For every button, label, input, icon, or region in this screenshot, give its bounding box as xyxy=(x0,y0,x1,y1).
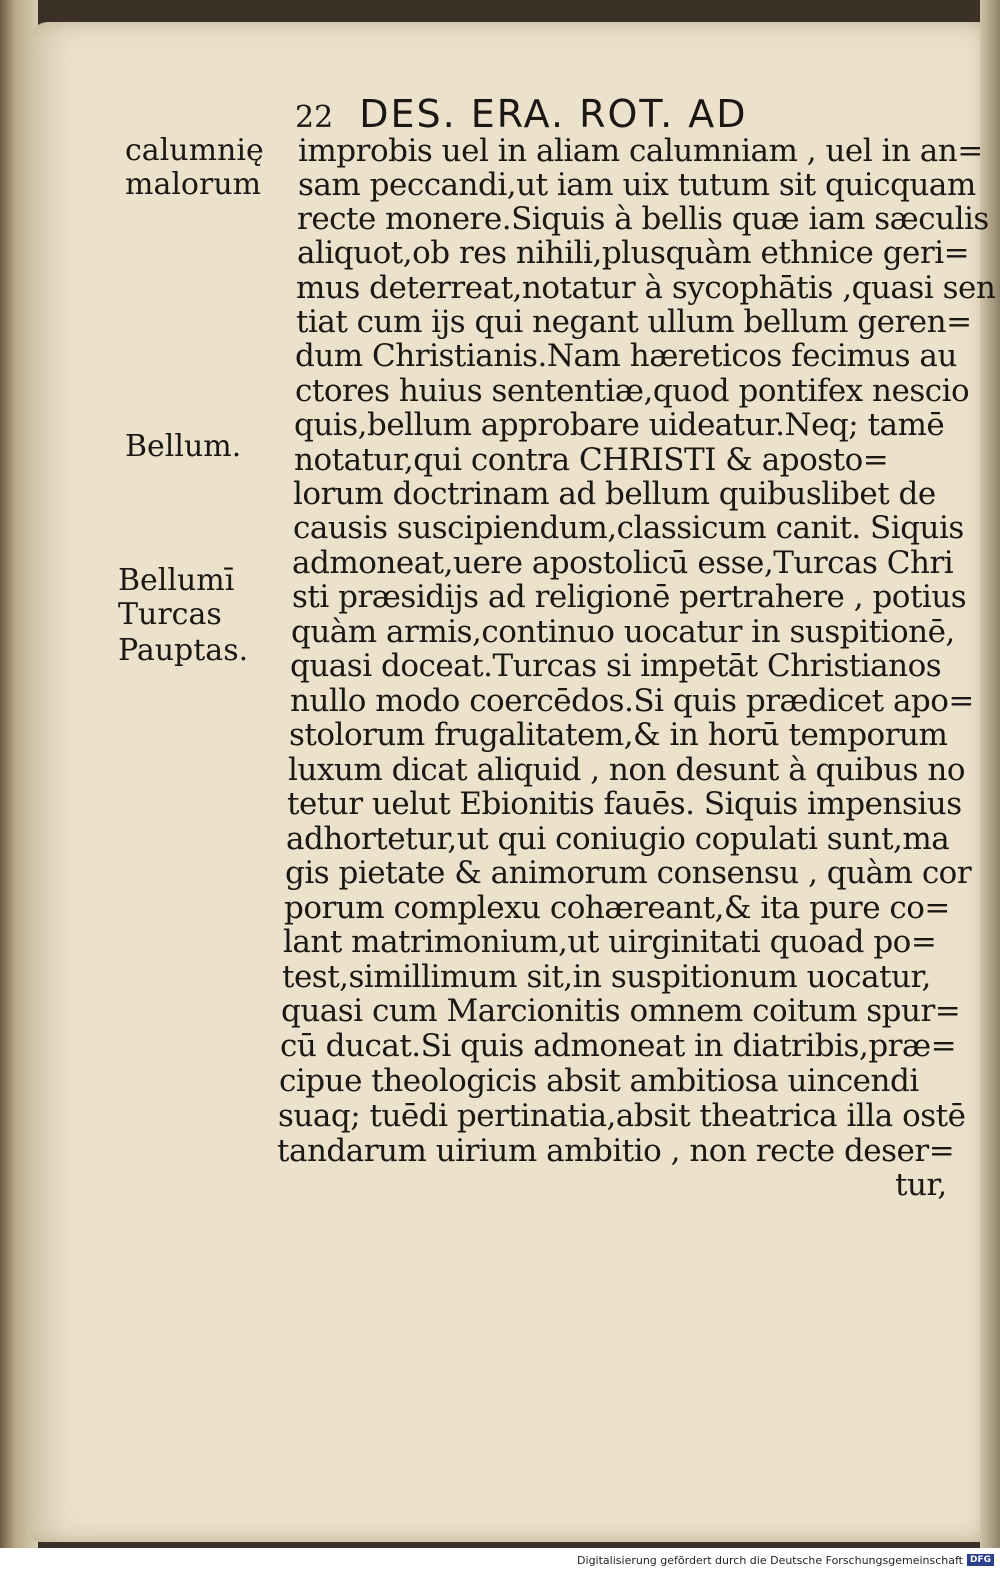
margin-note: Turcas xyxy=(118,597,222,632)
text-line: tetur uelut Ebionitis fauēs. Siquis impensius xyxy=(287,786,962,822)
margin-note: malorum xyxy=(125,167,262,202)
text-line: sti præsidijs ad religionē pertrahere , potius xyxy=(292,579,967,615)
text-line: porum complexu cohæreant,& ita pure co= xyxy=(284,890,950,926)
running-title: DES. ERA. ROT. AD xyxy=(359,92,748,136)
text-line: aliquot,ob res nihili,plusquàm ethnice geri= xyxy=(297,235,970,271)
text-line: cipue theologicis absit ambitiosa uincendi xyxy=(279,1063,919,1099)
page-number: 22 xyxy=(295,100,334,135)
text-line: sam peccandi,ut iam uix tutum sit quicquam xyxy=(298,167,976,203)
digitization-credit-bar xyxy=(0,1548,1000,1572)
text-line: quàm armis,continuo uocatur in suspitionē, xyxy=(291,614,955,650)
dfg-logo: DFG xyxy=(967,1554,994,1566)
text-line: suaq; tuēdi pertinatia,absit theatrica illa ostē xyxy=(278,1098,966,1134)
text-line: dum Christianis.Nam hæreticos fecimus au xyxy=(295,338,957,374)
margin-note: Bellumī xyxy=(118,563,235,598)
text-line: recte monere.Siquis à bellis quæ iam sæculis xyxy=(297,201,989,237)
text-line: gis pietate & animorum consensu , quàm cor xyxy=(285,855,972,891)
margin-note: calumnię xyxy=(125,133,264,168)
text-line: quasi cum Marcionitis omnem coitum spur= xyxy=(281,993,961,1029)
text-line: tandarum uirium ambitio , non recte deser= xyxy=(277,1133,955,1169)
text-line: admoneat,uere apostolicū esse,Turcas Chri xyxy=(292,545,954,581)
text-line: ctores huius sententiæ,quod pontifex nescio xyxy=(295,373,970,409)
text-line: improbis uel in aliam calumniam , uel in an= xyxy=(298,133,983,169)
text-line: quasi doceat.Turcas si impetāt Christianos xyxy=(290,648,942,684)
text-line: stolorum frugalitatem,& in horū temporum xyxy=(289,717,948,753)
catchword: tur, xyxy=(895,1167,947,1203)
credit-text: Digitalisierung gefördert durch die Deutsche Forschungsgemeinschaft xyxy=(577,1553,963,1567)
text-line: notatur,qui contra CHRISTI & aposto= xyxy=(294,442,889,478)
text-line: lorum doctrinam ad bellum quibuslibet de xyxy=(293,476,936,512)
text-line: quis,bellum approbare uideatur.Neq; tamē xyxy=(294,407,945,443)
margin-note: Bellum. xyxy=(125,429,242,464)
text-line: luxum dicat aliquid , non desunt à quibus no xyxy=(288,752,965,788)
text-line: test,simillimum sit,in suspitionum uocatur, xyxy=(282,959,931,995)
text-line: causis suscipiendum,classicum canit. Siquis xyxy=(293,510,964,546)
text-line: tiat cum ijs qui negant ullum bellum geren= xyxy=(296,304,972,340)
text-line: mus deterreat,notatur à sycophātis ,quasi sen xyxy=(296,270,996,306)
text-line: lant matrimonium,ut uirginitati quoad po= xyxy=(283,924,937,960)
text-line: cū ducat.Si quis admoneat in diatribis,præ= xyxy=(280,1028,957,1064)
text-line: nullo modo coercēdos.Si quis prædicet apo= xyxy=(290,683,974,719)
margin-note: Pauptas. xyxy=(118,633,249,668)
text-line: adhortetur,ut qui coniugio copulati sunt,ma xyxy=(286,821,950,857)
